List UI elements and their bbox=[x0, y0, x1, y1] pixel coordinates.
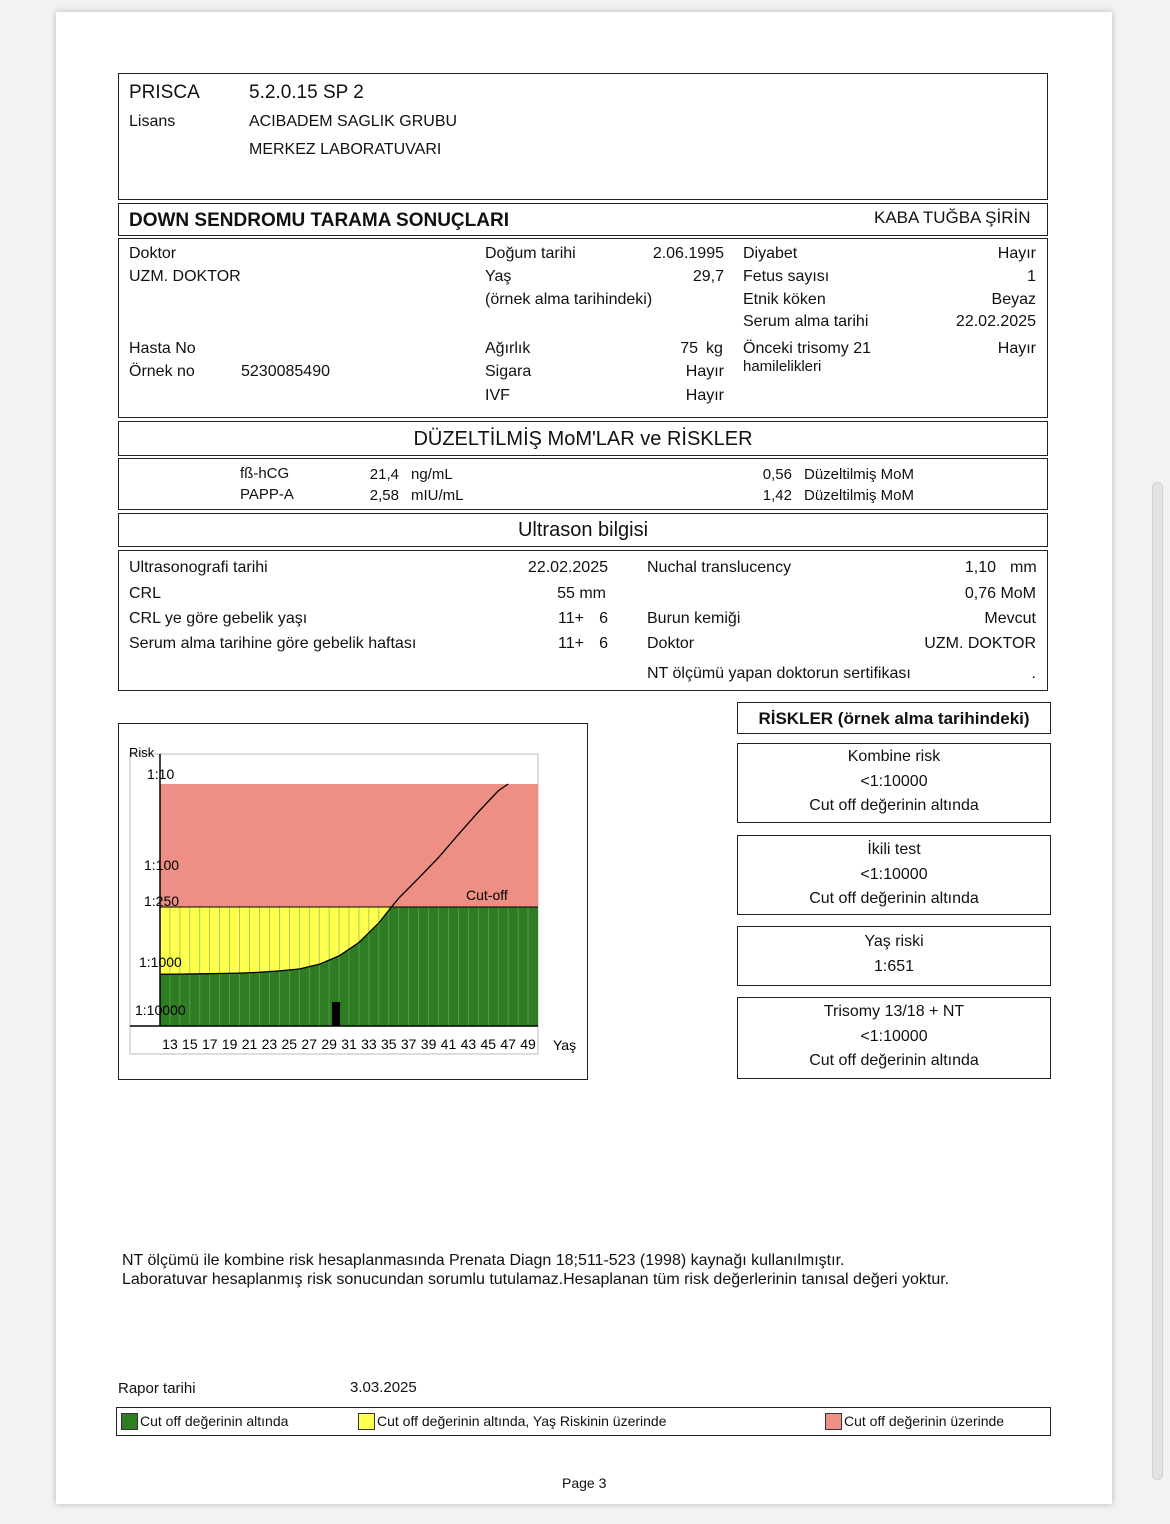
x-tick-label: 27 bbox=[301, 1036, 317, 1052]
doctor-value: UZM. DOKTOR bbox=[129, 268, 241, 285]
diabetes-label: Diyabet bbox=[743, 245, 798, 262]
marker-mom: 0,56 bbox=[762, 466, 792, 483]
age-label: Yaş bbox=[485, 268, 512, 285]
us-date-value: 22.02.2025 bbox=[527, 559, 608, 576]
risk-name: Kombine risk bbox=[847, 748, 941, 765]
sample-no-value: 5230085490 bbox=[241, 363, 330, 380]
weight-label: Ağırlık bbox=[485, 340, 531, 357]
sample-no-label: Örnek no bbox=[129, 363, 195, 380]
x-tick-label: 47 bbox=[500, 1036, 516, 1052]
mom-title: DÜZELTİLMİŞ MoM'LAR ve RİSKLER bbox=[413, 428, 753, 450]
page-number: Page 3 bbox=[562, 1475, 607, 1491]
age-note: (örnek alma tarihindeki) bbox=[485, 291, 653, 308]
x-tick-label: 49 bbox=[520, 1036, 536, 1052]
ivf-label: IVF bbox=[485, 387, 510, 404]
prev-trisomy-label: Önceki trisomy 21 bbox=[743, 340, 872, 357]
crl-value: 55 mm bbox=[557, 585, 606, 602]
legend-swatch-green bbox=[121, 1413, 138, 1430]
marker-mom-label: Düzeltilmiş MoM bbox=[804, 466, 915, 483]
license-label: Lisans bbox=[129, 113, 176, 130]
report-date-label: Rapor tarihi bbox=[118, 1380, 196, 1397]
ga-crl-weeks: 11+ bbox=[558, 610, 584, 627]
cutoff-label: Cut-off bbox=[466, 887, 508, 903]
x-tick-label: 39 bbox=[420, 1036, 437, 1052]
fetus-count-value: 1 bbox=[1027, 268, 1036, 285]
y-tick-label: 1:250 bbox=[144, 893, 180, 909]
risk-name: İkili test bbox=[867, 841, 921, 858]
license-line-2: MERKEZ LABORATUVARI bbox=[249, 141, 442, 158]
nt-unit: mm bbox=[1010, 559, 1037, 576]
us-doctor-value: UZM. DOKTOR bbox=[924, 635, 1036, 652]
x-tick-label: 45 bbox=[480, 1036, 497, 1052]
y-tick-label: 1:10000 bbox=[135, 1002, 186, 1018]
nasal-bone-label: Burun kemiği bbox=[647, 610, 741, 627]
report-title: DOWN SENDROMU TARAMA SONUÇLARI bbox=[129, 210, 509, 231]
footer-note-1: NT ölçümü ile kombine risk hesaplanmasında Prenata Diagn 18;511-523 (1998) kaynağı kullanılmıştır. bbox=[122, 1252, 845, 1269]
nt-mom: 0,76 MoM bbox=[964, 585, 1036, 602]
fetus-count-label: Fetus sayısı bbox=[743, 268, 830, 285]
patient-no-label: Hasta No bbox=[129, 340, 196, 357]
risks-title: RİSKLER (örnek alma tarihindeki) bbox=[758, 709, 1030, 728]
ga-crl-days: 6 bbox=[599, 610, 608, 627]
diabetes-value: Hayır bbox=[997, 245, 1036, 262]
scrollbar[interactable] bbox=[1152, 482, 1163, 1480]
marker-unit: mIU/mL bbox=[411, 487, 464, 504]
legend-label-red: Cut off değerinin üzerinde bbox=[844, 1413, 1005, 1429]
risk-card-double-test bbox=[737, 835, 1051, 915]
prev-trisomy-label-2: hamilelikleri bbox=[743, 358, 822, 375]
x-tick-label: 33 bbox=[361, 1036, 377, 1052]
x-tick-label: 41 bbox=[440, 1036, 457, 1052]
x-tick-label: 31 bbox=[341, 1036, 357, 1052]
footer-note-2: Laboratuvar hesaplanmış risk sonucundan sorumlu tutulamaz.Hesaplanan tüm risk değerlerinin tanısal değeri yoktur. bbox=[122, 1271, 950, 1288]
legend-label-yellow: Cut off değerinin altında, Yaş Riskinin üzerinde bbox=[377, 1413, 667, 1429]
crl-label: CRL bbox=[129, 585, 162, 602]
marker-value: 21,4 bbox=[369, 466, 399, 483]
doctor-label: Doktor bbox=[129, 245, 177, 262]
x-tick-label: 13 bbox=[162, 1036, 178, 1052]
app-version: 5.2.0.15 SP 2 bbox=[249, 82, 364, 103]
x-tick-label: 17 bbox=[201, 1036, 218, 1052]
ga-crl-label: CRL ye göre gebelik yaşı bbox=[129, 610, 308, 627]
risk-note: Cut off değerinin altında bbox=[809, 797, 979, 814]
smoking-value: Hayır bbox=[685, 363, 724, 380]
risk-name: Trisomy 13/18 + NT bbox=[823, 1003, 965, 1020]
nt-certificate-label: NT ölçümü yapan doktorun sertifikası bbox=[647, 665, 911, 682]
patient-age-marker bbox=[332, 1002, 340, 1026]
risk-value: 1:651 bbox=[873, 957, 915, 975]
y-tick-label: 1:10 bbox=[147, 766, 175, 782]
ivf-value: Hayır bbox=[685, 387, 724, 404]
ga-serum-label: Serum alma tarihine göre gebelik haftası bbox=[129, 635, 417, 652]
risk-note: Cut off değerinin altında bbox=[809, 1052, 979, 1069]
marker-name: PAPP-A bbox=[240, 486, 294, 503]
nt-label: Nuchal translucency bbox=[647, 559, 792, 576]
ultrasound-title: Ultrason bilgisi bbox=[517, 519, 649, 541]
app-name: PRISCA bbox=[129, 82, 200, 103]
report-date-value: 3.03.2025 bbox=[350, 1379, 417, 1396]
x-tick-label: 43 bbox=[460, 1036, 477, 1052]
x-tick-label: 35 bbox=[381, 1036, 397, 1052]
risk-note: Cut off değerinin altında bbox=[809, 890, 979, 907]
legend-label-green: Cut off değerinin altında bbox=[140, 1413, 289, 1429]
x-tick-label: 37 bbox=[400, 1036, 417, 1052]
weight-value: 75 bbox=[680, 340, 698, 357]
birth-date-label: Doğum tarihi bbox=[485, 245, 576, 262]
y-axis-label: Risk bbox=[129, 745, 155, 760]
y-tick-label: 1:100 bbox=[144, 857, 180, 873]
marker-name: fß-hCG bbox=[240, 465, 290, 482]
marker-mom: 1,42 bbox=[762, 487, 792, 504]
x-tick-label: 29 bbox=[321, 1036, 337, 1052]
smoking-label: Sigara bbox=[485, 363, 532, 380]
x-tick-label: 19 bbox=[221, 1036, 238, 1052]
marker-mom-label: Düzeltilmiş MoM bbox=[804, 487, 915, 504]
x-tick-label: 15 bbox=[182, 1036, 198, 1052]
risk-value: <1:10000 bbox=[860, 772, 928, 790]
risk-chart bbox=[118, 723, 588, 1080]
us-date-label: Ultrasonografi tarihi bbox=[129, 559, 268, 576]
birth-date-value: 2.06.1995 bbox=[652, 245, 724, 262]
nt-value: 1,10 bbox=[964, 559, 996, 576]
legend-swatch-yellow bbox=[358, 1413, 375, 1430]
ethnic-value: Beyaz bbox=[991, 291, 1036, 308]
prev-trisomy-value: Hayır bbox=[997, 340, 1036, 357]
license-line-1: ACIBADEM SAGLIK GRUBU bbox=[249, 113, 458, 130]
x-tick-label: 23 bbox=[261, 1036, 278, 1052]
marker-unit: ng/mL bbox=[411, 466, 453, 483]
ga-serum-days: 6 bbox=[599, 635, 608, 652]
y-tick-label: 1:1000 bbox=[139, 954, 182, 970]
risk-name: Yaş riski bbox=[864, 933, 924, 950]
x-axis-label: Yaş bbox=[553, 1037, 577, 1053]
risk-card-trisomy-13-18 bbox=[737, 997, 1051, 1079]
us-doctor-label: Doktor bbox=[647, 635, 695, 652]
risk-card-age bbox=[737, 926, 1051, 986]
ga-serum-weeks: 11+ bbox=[558, 635, 584, 652]
patient-name: KABA TUĞBA ŞİRİN bbox=[874, 208, 1031, 227]
age-value: 29,7 bbox=[692, 268, 724, 285]
nasal-bone-value: Mevcut bbox=[984, 610, 1036, 627]
x-tick-label: 25 bbox=[281, 1036, 298, 1052]
weight-unit: kg bbox=[706, 340, 723, 357]
x-tick-label: 21 bbox=[241, 1036, 258, 1052]
nt-certificate-value: . bbox=[1031, 665, 1036, 682]
risk-card-combined bbox=[737, 743, 1051, 823]
risk-value: <1:10000 bbox=[860, 1027, 928, 1045]
risk-value: <1:10000 bbox=[860, 865, 928, 883]
ethnic-label: Etnik köken bbox=[743, 291, 826, 308]
serum-date-value: 22.02.2025 bbox=[955, 313, 1036, 330]
legend-swatch-red bbox=[825, 1413, 842, 1430]
serum-date-label: Serum alma tarihi bbox=[743, 313, 869, 330]
marker-value: 2,58 bbox=[369, 487, 399, 504]
